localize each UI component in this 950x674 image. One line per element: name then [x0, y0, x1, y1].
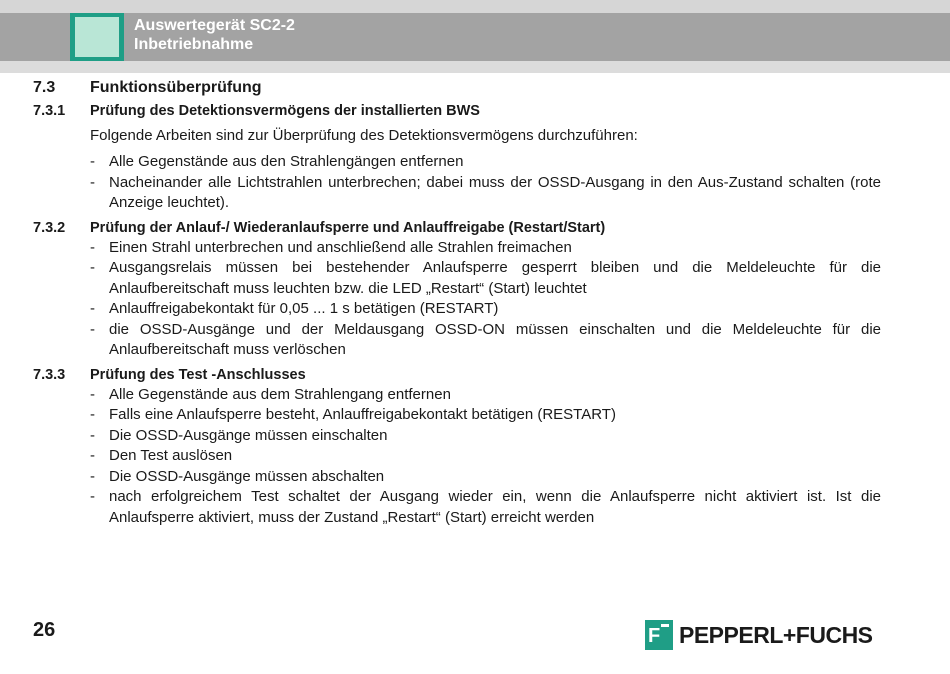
list-item-text: Die OSSD-Ausgänge müssen abschalten	[109, 467, 385, 485]
subsection-title: Prüfung des Test -Anschlusses	[90, 366, 306, 383]
subsection-intro: Folgende Arbeiten sind zur Überprüfung des Detektionsvermögens durchzuführen:	[90, 127, 638, 144]
pf-logo-icon	[645, 620, 673, 650]
subsection-heading	[33, 101, 881, 121]
list-item-text: Ausgangsrelais müssen bei bestehender Anlaufsperre gesperrt bleiben und die Meldeleuchte für die Anlaufbereitschaft muss leuchten bzw. die LED „Restart“ (Start) leuchtet	[109, 259, 881, 297]
section-number: 7.3	[33, 79, 56, 96]
list-item-text: Einen Strahl unterbrechen und anschließend alle Strahlen freimachen	[109, 238, 572, 256]
list-item-text: Falls eine Anlaufsperre besteht, Anlauffreigabekontakt betätigen (RESTART)	[109, 406, 616, 423]
list-item	[90, 320, 881, 361]
company-logo	[645, 620, 873, 650]
logo-text: PEPPERL+FUCHS	[679, 621, 873, 648]
header-square-icon	[70, 13, 124, 61]
list-item	[90, 446, 881, 467]
subsection-title: Prüfung des Detektionsvermögens der installierten BWS	[90, 103, 480, 119]
pf-logo-glyph	[645, 620, 673, 650]
subsection-heading	[33, 218, 881, 238]
bullet-dash: -	[90, 488, 95, 505]
bullet-dash: -	[90, 320, 95, 338]
bullet-dash: -	[90, 300, 95, 317]
page-number: 26	[33, 619, 56, 641]
bullet-dash: -	[90, 467, 95, 485]
bullet-list	[33, 238, 881, 361]
subsection-number: 7.3.2	[33, 219, 66, 236]
svg-text:F: F	[648, 625, 661, 647]
list-item	[90, 238, 881, 259]
list-item-text: Nacheinander alle Lichtstrahlen unterbrechen; dabei muss der OSSD-Ausgang in den Aus-Zustand schalten (rote Anzeige leuchtet).	[109, 173, 881, 211]
bullet-list	[33, 385, 881, 529]
header-top-strip	[0, 0, 950, 13]
list-item	[90, 299, 881, 320]
list-item-text: Alle Gegenstände aus den Strahlengängen entfernen	[109, 153, 464, 170]
header-square-inner	[75, 17, 119, 57]
bullet-dash: -	[90, 406, 95, 423]
list-item	[90, 152, 881, 173]
list-item-text: Den Test auslösen	[109, 447, 233, 464]
bullet-list	[33, 152, 881, 214]
list-item-text: nach erfolgreichem Test schaltet der Ausgang wieder ein, wenn die Anlaufsperre nicht aktiviert ist. Ist die Anlaufsperre aktiviert, muss der Zustand „Restart“ (Start) erreicht werden	[109, 488, 881, 526]
bullet-dash: -	[90, 173, 95, 191]
header-bottom-strip	[0, 61, 950, 73]
list-item	[90, 487, 881, 528]
list-item-text: die OSSD-Ausgänge und der Meldausgang OSSD-ON müssen einschalten und die Meldeleuchte für die Anlaufbereitschaft muss verlöschen	[109, 320, 881, 358]
section-heading	[33, 77, 881, 98]
header-title-line1: Auswertegerät SC2-2	[134, 17, 295, 34]
bullet-dash: -	[90, 385, 95, 403]
list-item	[90, 405, 881, 426]
header-title	[134, 16, 295, 54]
list-item	[90, 173, 881, 214]
list-item	[90, 467, 881, 488]
subsection-number: 7.3.3	[33, 366, 66, 383]
list-item	[90, 426, 881, 447]
list-item-text: Alle Gegenstände aus dem Strahlengang entfernen	[109, 385, 451, 403]
bullet-dash: -	[90, 259, 95, 276]
subsection-title: Prüfung der Anlauf-/ Wiederanlaufsperre und Anlauffreigabe (Restart/Start)	[90, 219, 606, 236]
list-item	[90, 385, 881, 406]
section-title: Funktionsüberprüfung	[90, 79, 262, 96]
bullet-dash: -	[90, 238, 95, 256]
page-content	[33, 77, 881, 532]
bullet-dash: -	[90, 153, 95, 170]
bullet-dash: -	[90, 447, 95, 464]
list-item-text: Die OSSD-Ausgänge müssen einschalten	[109, 426, 388, 444]
list-item	[90, 258, 881, 299]
subsection-number: 7.3.1	[33, 103, 66, 119]
header-title-line2: Inbetriebnahme	[134, 36, 254, 53]
bullet-dash: -	[90, 426, 95, 444]
list-item-text: Anlauffreigabekontakt für 0,05 ... 1 s betätigen (RESTART)	[109, 300, 499, 317]
subsection-heading	[33, 365, 881, 385]
